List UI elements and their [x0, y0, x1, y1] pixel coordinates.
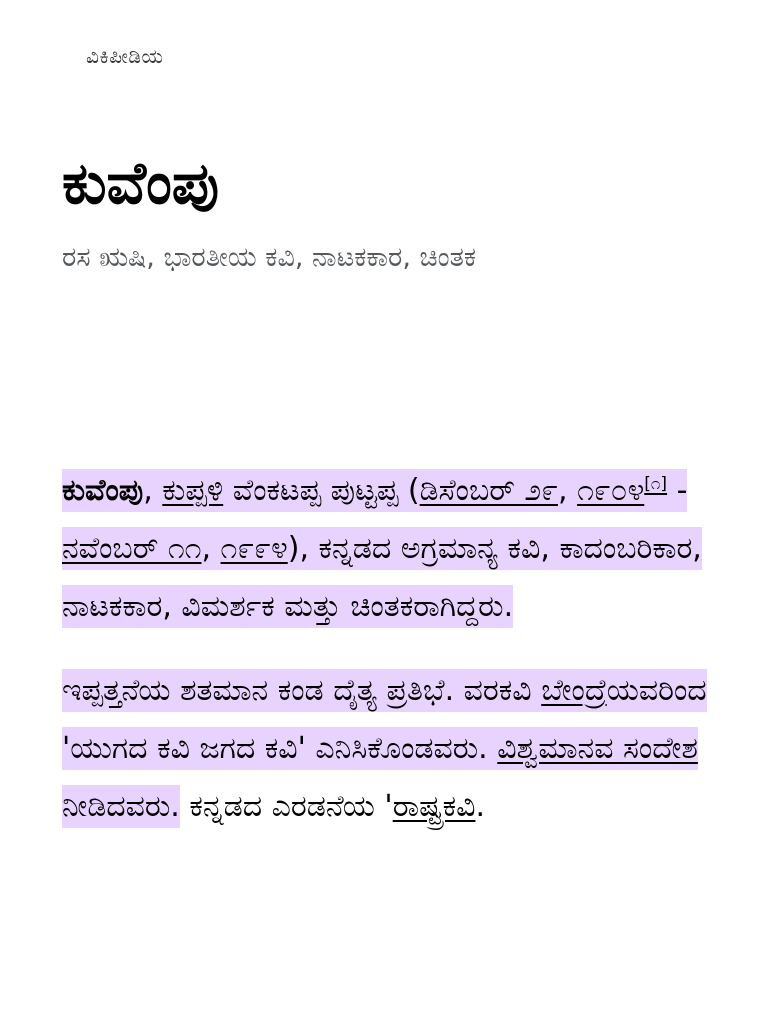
text-fragment: .: [475, 789, 486, 824]
text-fragment: ಕನ್ನಡದ ಎರಡನೆಯ ': [179, 789, 393, 824]
paragraph-1: [62, 462, 712, 636]
site-name[interactable]: ವಿಕಿಪೀಡಿಯ: [86, 44, 164, 68]
text-fragment: ವೆಂಕಟಪ್ಪ ಪುಟ್ಟಪ್ಪ (: [223, 473, 420, 508]
article-body: [62, 462, 712, 862]
link-rashtrakavi[interactable]: ರಾಷ್ಟ್ರಕವಿ: [392, 789, 476, 824]
text-fragment: ನೀಡಿದವರು.: [62, 789, 180, 824]
link-december-29[interactable]: ಡಿಸೆಂಬರ್ ೨೯: [419, 473, 558, 508]
paragraph-2: [62, 662, 712, 836]
link-vishwamanava-sandesha[interactable]: ವಿಶ್ವಮಾನವ ಸಂದೇಶ: [497, 731, 698, 766]
article-subject-bold: ಕುವೆಂಪು: [62, 473, 144, 508]
link-november-11[interactable]: ನವೆಂಬರ್ ೧೧: [62, 531, 202, 566]
link-kuppali[interactable]: ಕುಪ್ಪಳಿ: [162, 473, 224, 508]
link-year-1994[interactable]: ೧೯೯೪: [220, 531, 288, 566]
text-fragment: ,: [143, 473, 163, 508]
text-fragment: ,: [558, 473, 578, 508]
reference-1[interactable]: [೧]: [644, 474, 668, 494]
text-fragment: -: [667, 473, 688, 508]
link-bendre[interactable]: ಬೇಂದ್ರೆ: [541, 673, 607, 708]
text-fragment: ಯವರಿಂದ 'ಯುಗದ ಕವಿ ಜಗದ ಕವಿ' ಎನಿಸಿಕೊಂಡವರು.: [62, 673, 707, 766]
page-title: ಕುವೆಂಪು: [62, 149, 220, 217]
highlighted-text: [62, 469, 702, 628]
text-fragment: ), ಕನ್ನಡದ ಅಗ್ರಮಾನ್ಯ ಕವಿ, ಕಾದಂಬರಿಕಾರ, ನಾಟಕಕಾರ, ವಿಮರ್ಶಕ ಮತ್ತು ಚಿಂತಕರಾಗಿದ್ದರು.: [62, 531, 702, 624]
link-year-1904[interactable]: ೧೯೦೪: [577, 473, 645, 508]
text-fragment: ಇಪ್ಪತ್ತನೆಯ ಶತಮಾನ ಕಂಡ ದೈತ್ಯ ಪ್ರತಿಭೆ. ವರಕವಿ: [62, 673, 542, 708]
page-subtitle: ರಸ ಋಷಿ, ಭಾರತೀಯ ಕವಿ, ನಾಟಕಕಾರ, ಚಿಂತಕ: [62, 242, 477, 273]
text-fragment: ,: [201, 531, 221, 566]
